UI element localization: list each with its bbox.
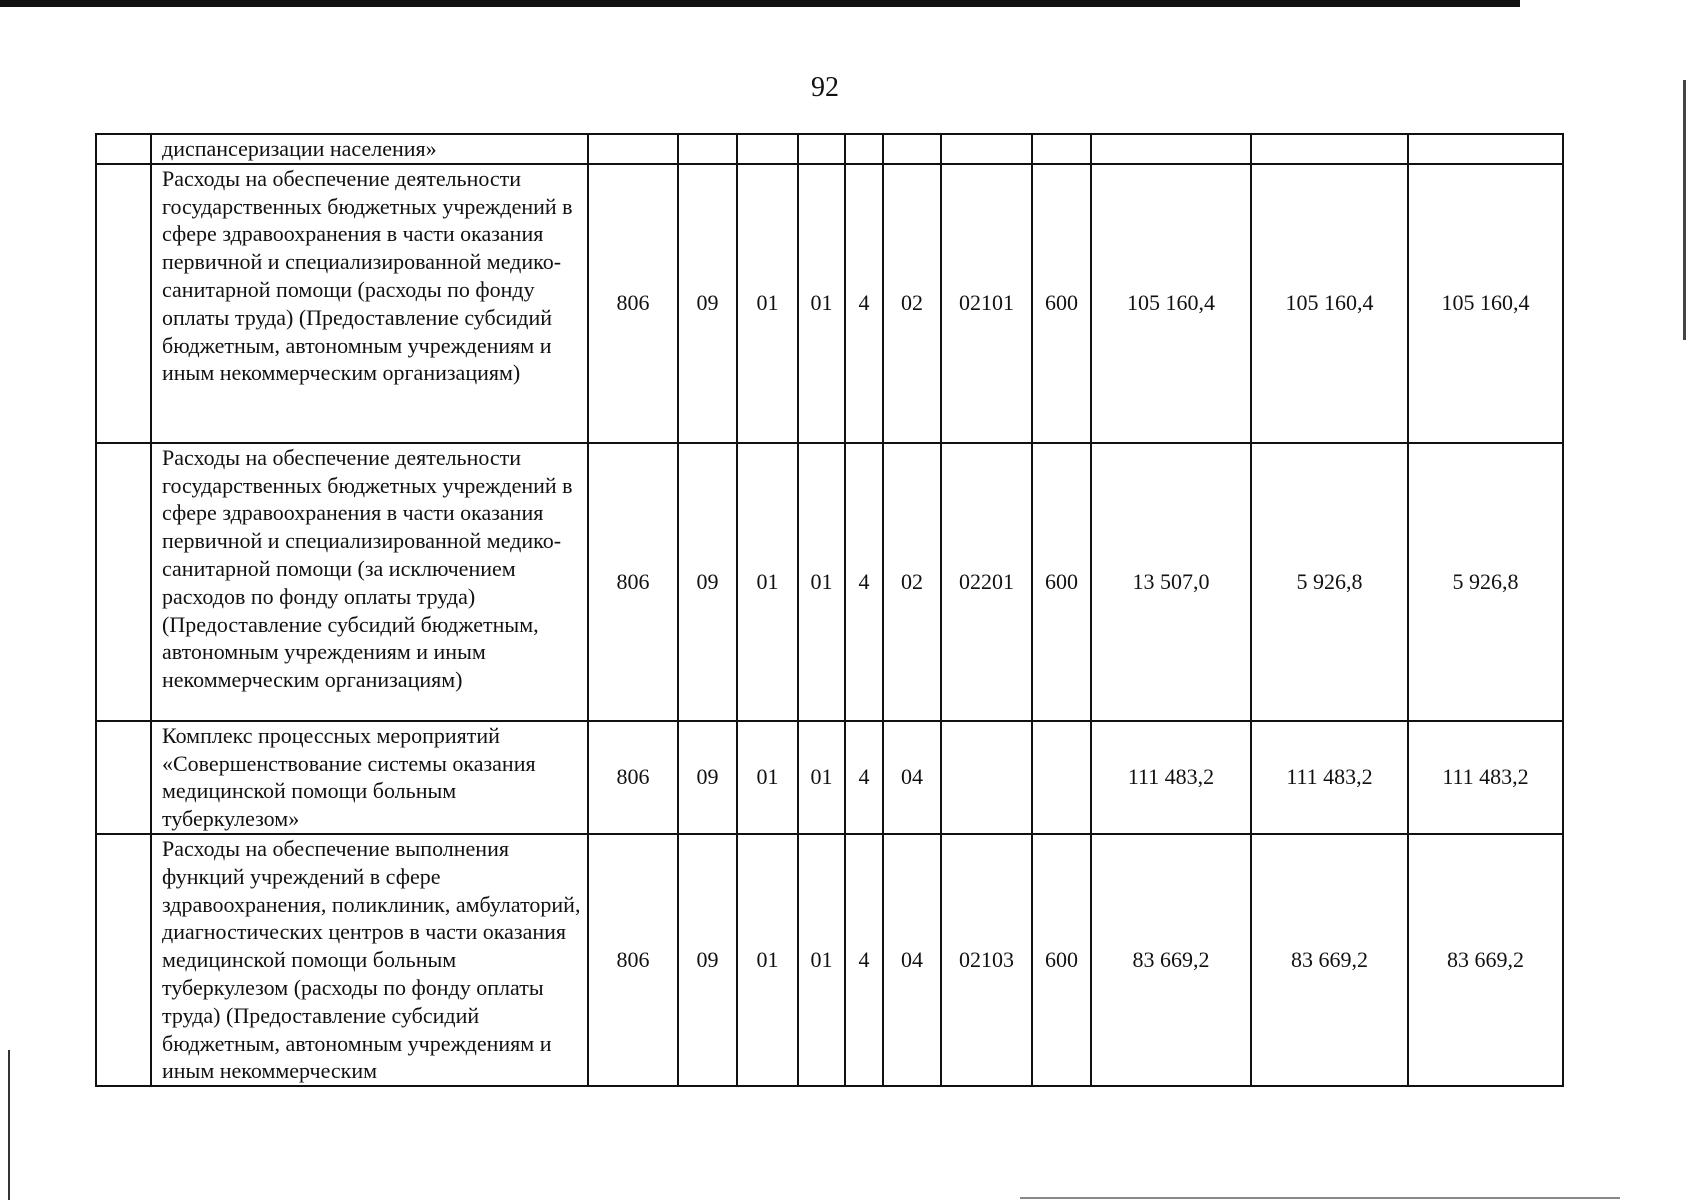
target-code-4-cell <box>941 134 1032 164</box>
target-code-3-cell: 02 <box>883 164 941 443</box>
target-code-3-cell: 04 <box>883 721 941 834</box>
table-row <box>96 134 1563 164</box>
section-cell: 09 <box>678 834 737 1086</box>
target-code-1-cell: 01 <box>798 443 845 721</box>
expense-type-cell: 600 <box>1032 834 1091 1086</box>
target-code-2-cell: 4 <box>845 443 883 721</box>
description-cell: Расходы на обеспечение выполнения функций учреждений в сфере здравоохранения, поликлиник, амбулаторий, диагностических центров в части оказания медицинской помощи больным туберкулезом (расходы по фонду оплаты труда) (Предоставление субсидий бюджетным, автономным учреждениям и иным некоммерческим <box>151 834 588 1086</box>
target-code-2-cell: 4 <box>845 834 883 1086</box>
target-code-1-cell: 01 <box>798 164 845 443</box>
row-index-cell <box>96 443 151 721</box>
page-number: 92 <box>811 72 839 103</box>
amount-year-2-cell: 83 669,2 <box>1251 834 1408 1086</box>
amount-year-1-cell: 83 669,2 <box>1091 834 1251 1086</box>
ved-cell: 806 <box>588 443 678 721</box>
subsection-cell: 01 <box>737 164 798 443</box>
row-index-cell <box>96 164 151 443</box>
amount-year-2-cell: 105 160,4 <box>1251 164 1408 443</box>
expense-type-cell: 600 <box>1032 164 1091 443</box>
target-code-1-cell: 01 <box>798 721 845 834</box>
top-scan-border <box>0 0 1520 7</box>
description-cell: Расходы на обеспечение деятельности государственных бюджетных учреждений в сфере здравоохранения в части оказания первичной и специализированной медико-санитарной помощи (за исключением расходов по фонду оплаты труда) (Предоставление субсидий бюджетным, автономным учреждениям и иным некоммерческим организациям) <box>151 443 588 721</box>
amount-year-1-cell: 13 507,0 <box>1091 443 1251 721</box>
target-code-1-cell <box>798 134 845 164</box>
section-cell <box>678 134 737 164</box>
description-cell: Комплекс процессных мероприятий «Совершенствование системы оказания медицинской помощи больным туберкулезом» <box>151 721 588 834</box>
target-code-4-cell: 02101 <box>941 164 1032 443</box>
right-scan-border <box>1683 80 1686 340</box>
row-index-cell <box>96 721 151 834</box>
subsection-cell: 01 <box>737 834 798 1086</box>
target-code-3-cell: 02 <box>883 443 941 721</box>
subsection-cell <box>737 134 798 164</box>
amount-year-1-cell: 111 483,2 <box>1091 721 1251 834</box>
expense-type-cell <box>1032 134 1091 164</box>
expense-type-cell <box>1032 721 1091 834</box>
amount-year-3-cell: 5 926,8 <box>1408 443 1563 721</box>
target-code-1-cell: 01 <box>798 834 845 1086</box>
budget-table <box>95 133 1564 1087</box>
amount-year-2-cell: 111 483,2 <box>1251 721 1408 834</box>
target-code-2-cell: 4 <box>845 721 883 834</box>
amount-year-3-cell: 111 483,2 <box>1408 721 1563 834</box>
amount-year-2-cell <box>1251 134 1408 164</box>
section-cell: 09 <box>678 721 737 834</box>
row-index-cell <box>96 834 151 1086</box>
section-cell: 09 <box>678 443 737 721</box>
amount-year-3-cell <box>1408 134 1563 164</box>
target-code-3-cell <box>883 134 941 164</box>
expense-type-cell: 600 <box>1032 443 1091 721</box>
bottom-scan-border <box>1020 1197 1620 1199</box>
target-code-2-cell: 4 <box>845 164 883 443</box>
target-code-4-cell <box>941 721 1032 834</box>
amount-year-2-cell: 5 926,8 <box>1251 443 1408 721</box>
subsection-cell: 01 <box>737 721 798 834</box>
row-index-cell <box>96 134 151 164</box>
amount-year-3-cell: 83 669,2 <box>1408 834 1563 1086</box>
table-row <box>96 443 1563 721</box>
subsection-cell: 01 <box>737 443 798 721</box>
left-scan-border <box>8 1050 10 1200</box>
amount-year-1-cell <box>1091 134 1251 164</box>
target-code-3-cell: 04 <box>883 834 941 1086</box>
description-cell: диспансеризации населения» <box>151 134 588 164</box>
description-cell: Расходы на обеспечение деятельности государственных бюджетных учреждений в сфере здравоохранения в части оказания первичной и специализированной медико-санитарной помощи (расходы по фонду оплаты труда) (Предоставление субсидий бюджетным, автономным учреждениям и иным некоммерческим организациям) <box>151 164 588 443</box>
ved-cell: 806 <box>588 834 678 1086</box>
amount-year-1-cell: 105 160,4 <box>1091 164 1251 443</box>
target-code-2-cell <box>845 134 883 164</box>
table-row <box>96 721 1563 834</box>
table-row <box>96 834 1563 1086</box>
ved-cell <box>588 134 678 164</box>
target-code-4-cell: 02201 <box>941 443 1032 721</box>
amount-year-3-cell: 105 160,4 <box>1408 164 1563 443</box>
ved-cell: 806 <box>588 164 678 443</box>
ved-cell: 806 <box>588 721 678 834</box>
section-cell: 09 <box>678 164 737 443</box>
table-row <box>96 164 1563 443</box>
target-code-4-cell: 02103 <box>941 834 1032 1086</box>
